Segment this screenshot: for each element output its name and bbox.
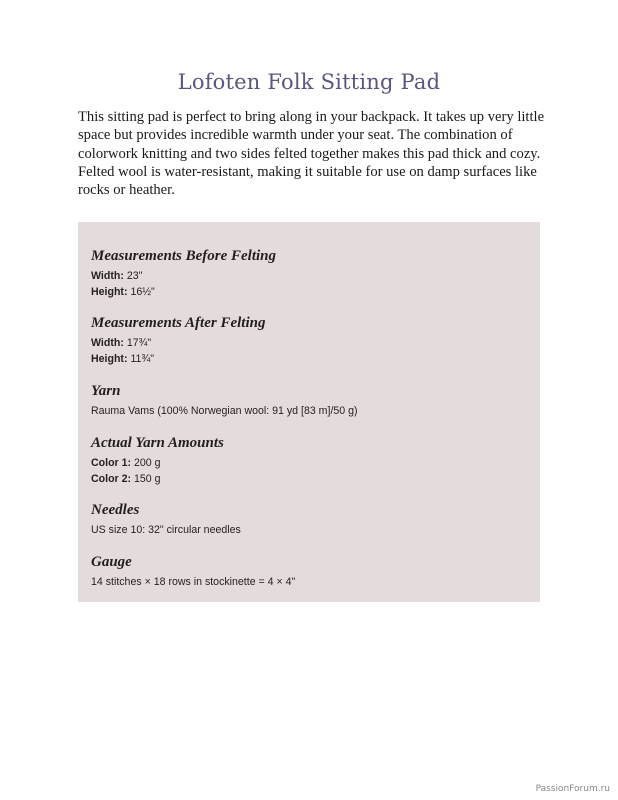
color2-line: [91, 471, 224, 487]
width-label: Width:: [91, 270, 124, 282]
height-line: [91, 284, 276, 300]
needles-text: US size 10: 32" circular needles: [91, 524, 241, 536]
width-line: [91, 268, 276, 284]
section-heading: Actual Yarn Amounts: [91, 435, 224, 451]
height-label: Height:: [91, 286, 128, 298]
gauge-text: 14 stitches × 18 rows in stockinette = 4 × 4": [91, 576, 296, 588]
height-line: [91, 351, 265, 367]
page-title: Lofoten Folk Sitting Pad: [177, 70, 441, 94]
height-label: Height:: [91, 353, 128, 365]
color1-label: Color 1:: [91, 457, 132, 469]
width-label: Width:: [91, 337, 124, 349]
yarn-text: Rauma Vams (100% Norwegian wool: 91 yd [83 m]/50 g): [91, 405, 358, 417]
watermark: PassionForum.ru: [535, 784, 610, 794]
height-value: 11¾": [130, 353, 155, 365]
section-heading: Yarn: [91, 383, 121, 399]
color2-value: 150 g: [133, 473, 161, 485]
height-value: 16½": [130, 286, 155, 298]
specs-box: [78, 222, 540, 602]
section-before-felting: [91, 248, 276, 300]
width-line: [91, 335, 265, 351]
section-yarn-amounts: [91, 435, 224, 487]
section-needles: [91, 502, 241, 538]
section-heading: Measurements After Felting: [91, 315, 266, 331]
color1-line: [91, 455, 224, 471]
section-gauge: [91, 554, 295, 590]
section-heading: Needles: [91, 502, 140, 518]
color1-value: 200 g: [133, 457, 161, 469]
section-yarn: [91, 383, 358, 419]
color2-label: Color 2:: [91, 473, 132, 485]
section-after-felting: [91, 315, 265, 367]
section-heading: Gauge: [91, 554, 132, 570]
width-value: 17¾": [126, 337, 152, 349]
width-value: 23": [126, 270, 143, 282]
intro-paragraph: This sitting pad is perfect to bring along in your backpack. It takes up very little space but provides incredible warmth under your seat. The combination of colorwork knitting and two sides felted together makes this pad thick and cozy. Felted wool is water-resistant, making it suitable for use on damp surfaces like rocks or heather.: [78, 109, 545, 199]
section-heading: Measurements Before Felting: [91, 248, 277, 264]
